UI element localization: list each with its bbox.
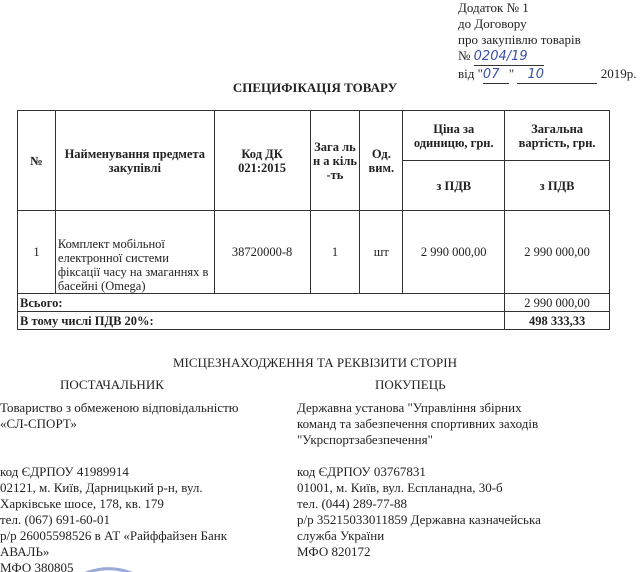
header-num: № <box>18 111 56 211</box>
supplier-line: тел. (067) 691-60-01 <box>0 512 111 527</box>
month-handwritten: 10 <box>517 67 597 84</box>
supplier-line: Харківське шосе, 178, кв. 179 <box>0 496 164 511</box>
supplier-line: 02121, м. Київ, Дарницький р-н, вул. <box>0 480 203 495</box>
day-handwritten: 07 <box>483 67 509 84</box>
annex-block <box>458 0 636 84</box>
parties-heading: МІСЦЕЗНАХОДЖЕННЯ ТА РЕКВІЗИТИ СТОРІН <box>173 355 457 370</box>
supplier-details <box>0 400 239 572</box>
buyer-line: "Укрспортзабезпечення" <box>297 432 433 447</box>
year: 2019р. <box>600 66 637 81</box>
annex-number-label: № <box>458 48 471 63</box>
cell-num: 1 <box>18 211 56 294</box>
buyer-line: тел. (044) 289-77-88 <box>297 496 408 511</box>
supplier-line: АВАЛЬ» <box>0 544 50 559</box>
supplier-line: «СЛ-СПОРТ» <box>0 416 77 431</box>
buyer-details <box>297 400 541 560</box>
annex-line: Додаток № 1 <box>458 0 529 15</box>
page-title: СПЕЦИФІКАЦІЯ ТОВАРУ <box>232 80 398 95</box>
buyer-line: р/р 35215033011859 Державна казначейська <box>297 512 541 527</box>
supplier-title: ПОСТАЧАЛЬНИК <box>60 377 164 392</box>
cell-name: Комплект мобільної електронної системи фіксації часу на змаганнях в басейні (Omega) <box>55 211 214 294</box>
spec-table <box>17 110 610 330</box>
buyer-title: ПОКУПЕЦЬ <box>375 377 446 392</box>
buyer-line <box>297 448 541 464</box>
cell-qty: 1 <box>310 211 360 294</box>
header-price: Ціна за одиницю, грн. <box>403 111 505 161</box>
supplier-line: код ЄДРПОУ 41989914 <box>0 464 129 479</box>
cell-code: 38720000-8 <box>214 211 310 294</box>
header-price-vat: з ПДВ <box>403 161 505 211</box>
quote: " <box>508 66 515 81</box>
buyer-line: код ЄДРПОУ 03767831 <box>297 464 426 479</box>
sum-label: Всього: <box>18 294 505 312</box>
header-code: Код ДК 021:2015 <box>214 111 310 211</box>
vat-label: В тому числі ПДВ 20%: <box>18 312 505 330</box>
vat-value: 498 333,33 <box>505 312 610 330</box>
supplier-line: Товариство з обмеженою відповідальністю <box>0 400 239 415</box>
stamp-icon <box>60 555 150 572</box>
header-name: Найменування предмета закупівлі <box>55 111 214 211</box>
table-row <box>18 211 610 294</box>
buyer-line: МФО 820172 <box>297 544 371 559</box>
header-total: Загальна вартість, грн. <box>505 111 610 161</box>
contract-number-handwritten: 0204/19 <box>474 49 544 66</box>
annex-line: до Договору <box>458 16 527 31</box>
cell-price: 2 990 000,00 <box>403 211 505 294</box>
annex-line: про закупівлю товарів <box>458 32 581 47</box>
supplier-line: р/р 26005598526 в АТ «Райффайзен Банк <box>0 528 228 543</box>
supplier-line <box>0 432 239 448</box>
header-total-vat: з ПДВ <box>505 161 610 211</box>
header-qty: Зага льн а кіль -ть <box>310 111 360 211</box>
date-label: від " <box>458 66 483 81</box>
buyer-line: Державна установа "Управління збірних <box>297 400 522 415</box>
cell-unit: шт <box>360 211 403 294</box>
sum-value: 2 990 000,00 <box>505 294 610 312</box>
supplier-line: МФО 380805 <box>0 560 74 572</box>
buyer-line: служба України <box>297 528 385 543</box>
buyer-line: 01001, м. Київ, вул. Еспланадна, 30-б <box>297 480 503 495</box>
cell-total: 2 990 000,00 <box>505 211 610 294</box>
buyer-line: команд та забезпечення спортивних заходів <box>297 416 539 431</box>
supplier-line <box>0 448 239 464</box>
header-unit: Од. вим. <box>360 111 403 211</box>
